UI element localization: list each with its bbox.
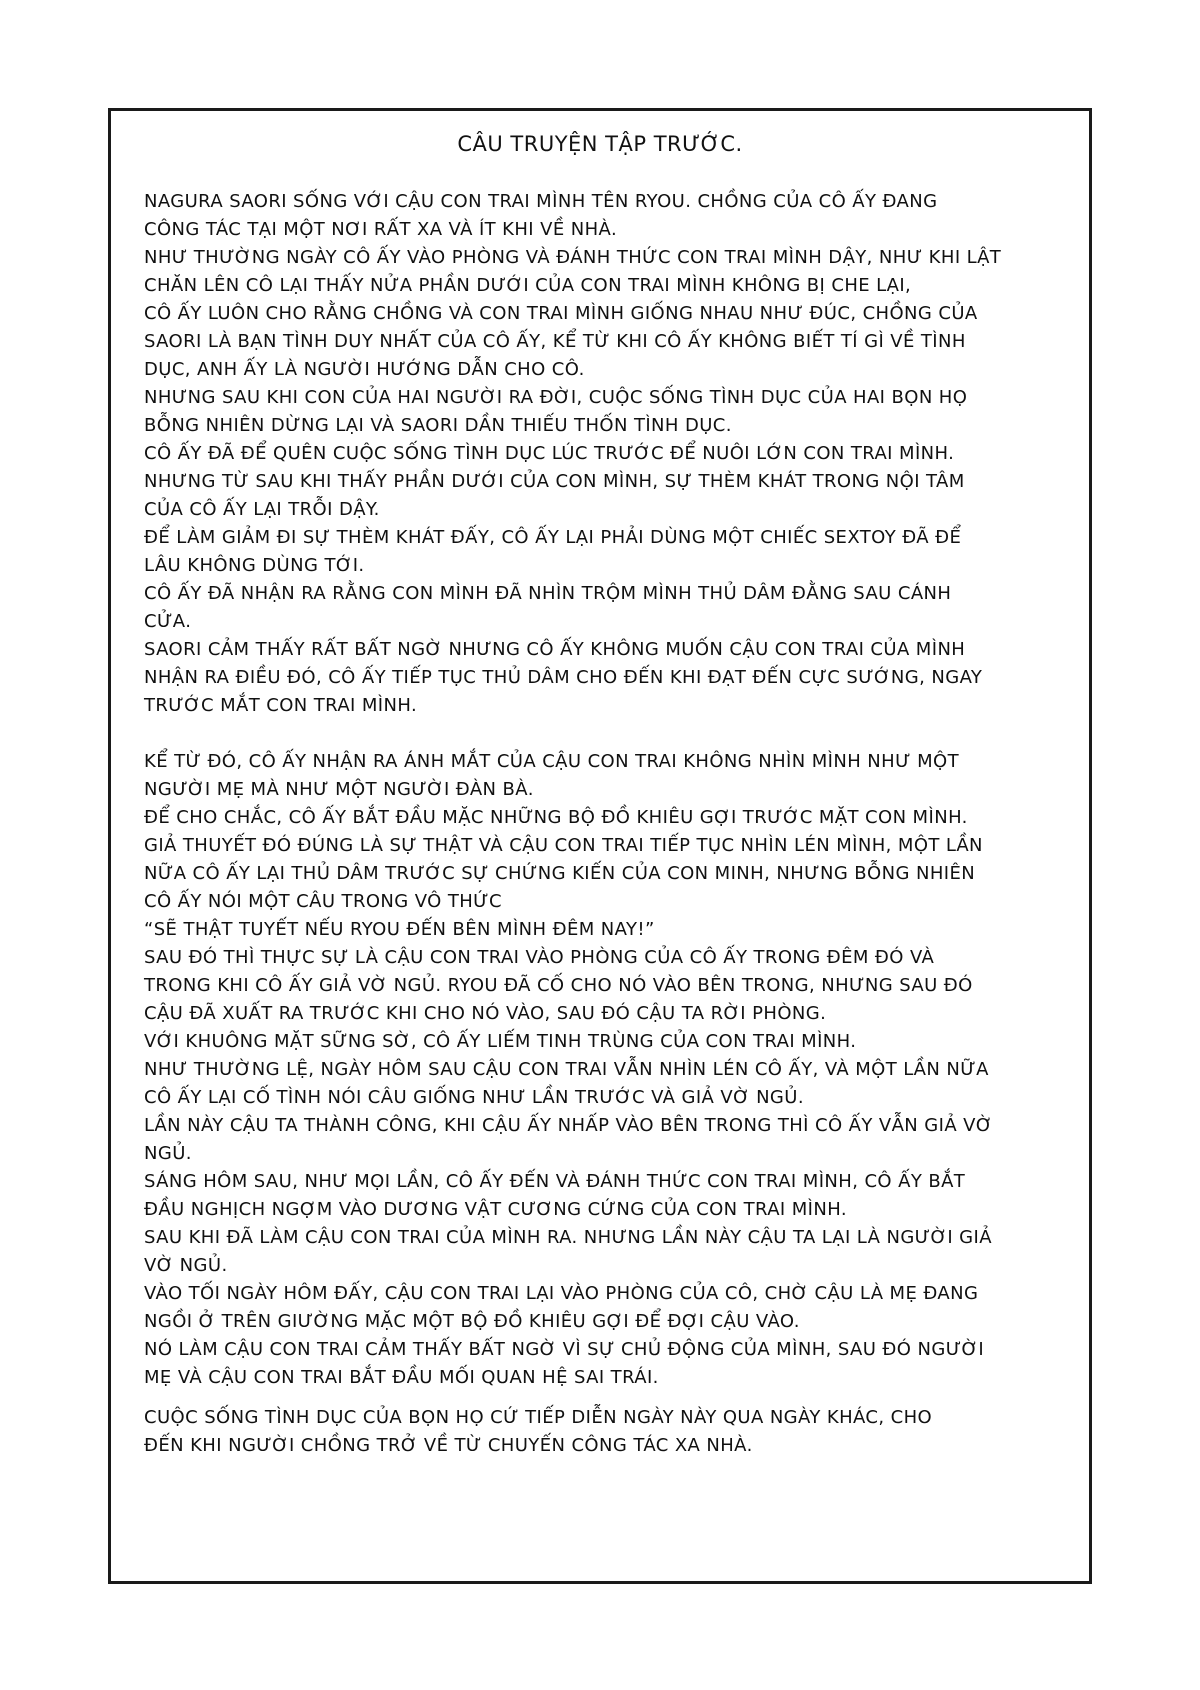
text-line: “SẼ THẬT TUYẾT NẾU RYOU ĐẾN BÊN MÌNH ĐÊM NAY!” [144,919,655,940]
text-line: MẸ VÀ CẬU CON TRAI BẮT ĐẦU MỐI QUAN HỆ SAI TRÁI. [144,1367,659,1388]
text-line: NHẬN RA ĐIỀU ĐÓ, CÔ ẤY TIẾP TỤC THỦ DÂM CHO ĐẾN KHI ĐẠT ĐẾN CỰC SƯỚNG, NGAY [144,667,983,688]
paragraph-closing [144,1404,1084,1460]
text-line: DỤC, ANH ẤY LÀ NGƯỜI HƯỚNG DẪN CHO CÔ. [144,359,585,380]
text-line: NÓ LÀM CẬU CON TRAI CẢM THẤY BẤT NGỜ VÌ SỰ CHỦ ĐỘNG CỦA MÌNH, SAU ĐÓ NGƯỜI [144,1339,985,1360]
text-line: VÀO TỐI NGÀY HÔM ĐẤY, CẬU CON TRAI LẠI VÀO PHÒNG CỦA CÔ, CHỜ CẬU LÀ MẸ ĐANG [144,1283,979,1304]
text-line: CÔ ẤY LẠI CỐ TÌNH NÓI CÂU GIỐNG NHƯ LẦN TRƯỚC VÀ GIẢ VỜ NGỦ. [144,1087,804,1108]
text-line: LÂU KHÔNG DÙNG TỚI. [144,555,365,576]
text-line: CHĂN LÊN CÔ LẠI THẤY NỬA PHẦN DƯỚI CỦA CON TRAI MÌNH KHÔNG BỊ CHE LẠI, [144,275,912,296]
text-line: NHƯNG TỪ SAU KHI THẤY PHẦN DƯỚI CỦA CON MÌNH, SỰ THÈM KHÁT TRONG NỘI TÂM [144,471,965,492]
text-line: CỬA. [144,611,192,632]
text-line: SAORI CẢM THẤY RẤT BẤT NGỜ NHƯNG CÔ ẤY KHÔNG MUỐN CẬU CON TRAI CỦA MÌNH [144,639,966,660]
text-line: VỚI KHUÔNG MẶT SỮNG SỜ, CÔ ẤY LIẾM TINH TRÙNG CỦA CON TRAI MÌNH. [144,1031,857,1052]
text-line: SAU ĐÓ THÌ THỰC SỰ LÀ CẬU CON TRAI VÀO PHÒNG CỦA CÔ ẤY TRONG ĐÊM ĐÓ VÀ [144,947,935,968]
text-line: NỮA CÔ ẤY LẠI THỦ DÂM TRƯỚC SỰ CHỨNG KIẾN CỦA CON MINH, NHƯNG BỖNG NHIÊN [144,863,976,884]
text-line: CÔ ẤY ĐÃ ĐỂ QUÊN CUỘC SỐNG TÌNH DỤC LÚC TRƯỚC ĐỂ NUÔI LỚN CON TRAI MÌNH. [144,443,955,464]
text-line: SAU KHI ĐÃ LÀM CẬU CON TRAI CỦA MÌNH RA. NHƯNG LẦN NÀY CẬU TA LẠI LÀ NGƯỜI GIẢ [144,1227,992,1248]
text-line: VỜ NGỦ. [144,1255,228,1276]
text-line: TRƯỚC MẮT CON TRAI MÌNH. [144,695,418,716]
text-line: CÔ ẤY NÓI MỘT CÂU TRONG VÔ THỨC [144,891,502,912]
text-line: NGỒI Ở TRÊN GIƯỜNG MẶC MỘT BỘ ĐỒ KHIÊU GỢI ĐỂ ĐỢI CẬU VÀO. [144,1311,800,1332]
text-line: SÁNG HÔM SAU, NHƯ MỌI LẦN, CÔ ẤY ĐẾN VÀ ĐÁNH THỨC CON TRAI MÌNH, CÔ ẤY BẮT [144,1171,966,1192]
text-line: CỦA CÔ ẤY LẠI TRỖI DẬY. [144,499,380,520]
text-line: NAGURA SAORI SỐNG VỚI CẬU CON TRAI MÌNH TÊN RYOU. CHỒNG CỦA CÔ ẤY ĐANG [144,191,938,212]
text-line: GIẢ THUYẾT ĐÓ ĐÚNG LÀ SỰ THẬT VÀ CẬU CON TRAI TIẾP TỤC NHÌN LÉN MÌNH, MỘT LẦN [144,835,983,856]
text-frame [108,108,1092,1584]
text-line: NHƯNG SAU KHI CON CỦA HAI NGƯỜI RA ĐỜI, CUỘC SỐNG TÌNH DỤC CỦA HAI BỌN HỌ [144,387,968,408]
text-line: ĐỂ CHO CHẮC, CÔ ẤY BẮT ĐẦU MẶC NHỮNG BỘ ĐỒ KHIÊU GỢI TRƯỚC MẶT CON MÌNH. [144,807,968,828]
page-title: CÂU TRUYỆN TẬP TRƯỚC. [457,132,743,156]
text-line: KỂ TỪ ĐÓ, CÔ ẤY NHẬN RA ÁNH MẮT CỦA CẬU CON TRAI KHÔNG NHÌN MÌNH NHƯ MỘT [144,751,959,772]
paragraph-middle [144,748,1084,1392]
text-line: NHƯ THƯỜNG NGÀY CÔ ẤY VÀO PHÒNG VÀ ĐÁNH THỨC CON TRAI MÌNH DẬY, NHƯ KHI LẬT [144,247,1002,268]
text-line: LẦN NÀY CẬU TA THÀNH CÔNG, KHI CẬU ẤY NHẤP VÀO BÊN TRONG THÌ CÔ ẤY VẪN GIẢ VỜ [144,1115,993,1136]
text-line: CẬU ĐÃ XUẤT RA TRƯỚC KHI CHO NÓ VÀO, SAU ĐÓ CẬU TA RỜI PHÒNG. [144,1003,827,1024]
text-line: ĐẦU NGHỊCH NGỢM VÀO DƯƠNG VẬT CƯƠNG CỨNG CỦA CON TRAI MÌNH. [144,1199,847,1220]
text-line: CÔ ẤY LUÔN CHO RẰNG CHỒNG VÀ CON TRAI MÌNH GIỐNG NHAU NHƯ ĐÚC, CHỒNG CỦA [144,303,978,324]
text-line: ĐỂ LÀM GIẢM ĐI SỰ THÈM KHÁT ĐẤY, CÔ ẤY LẠI PHẢI DÙNG MỘT CHIẾC SEXTOY ĐÃ ĐỂ [144,527,962,548]
text-line: CUỘC SỐNG TÌNH DỤC CỦA BỌN HỌ CỨ TIẾP DIỄN NGÀY NÀY QUA NGÀY KHÁC, CHO [144,1407,933,1428]
text-line: ĐẾN KHI NGƯỜI CHỒNG TRỞ VỀ TỪ CHUYẾN CÔNG TÁC XA NHÀ. [144,1435,753,1456]
paragraph-intro [144,188,1084,720]
text-line: TRONG KHI CÔ ẤY GIẢ VỜ NGỦ. RYOU ĐÃ CỐ CHO NÓ VÀO BÊN TRONG, NHƯNG SAU ĐÓ [144,975,973,996]
text-line: CÔNG TÁC TẠI MỘT NƠI RẤT XA VÀ ÍT KHI VỀ NHÀ. [144,219,618,240]
text-line: NGƯỜI MẸ MÀ NHƯ MỘT NGƯỜI ĐÀN BÀ. [144,779,534,800]
text-line: CÔ ẤY ĐÃ NHẬN RA RẰNG CON MÌNH ĐÃ NHÌN TRỘM MÌNH THỦ DÂM ĐẰNG SAU CÁNH [144,583,952,604]
text-line: NGỦ. [144,1143,192,1164]
text-line: NHƯ THƯỜNG LỆ, NGÀY HÔM SAU CẬU CON TRAI VẪN NHÌN LÉN CÔ ẤY, VÀ MỘT LẦN NỮA [144,1059,989,1080]
text-line: SAORI LÀ BẠN TÌNH DUY NHẤT CỦA CÔ ẤY, KỂ TỪ KHI CÔ ẤY KHÔNG BIẾT TÍ GÌ VỀ TÌNH [144,331,966,352]
story-body [144,188,1084,1460]
text-line: BỖNG NHIÊN DỪNG LẠI VÀ SAORI DẦN THIẾU THỐN TÌNH DỤC. [144,415,732,436]
